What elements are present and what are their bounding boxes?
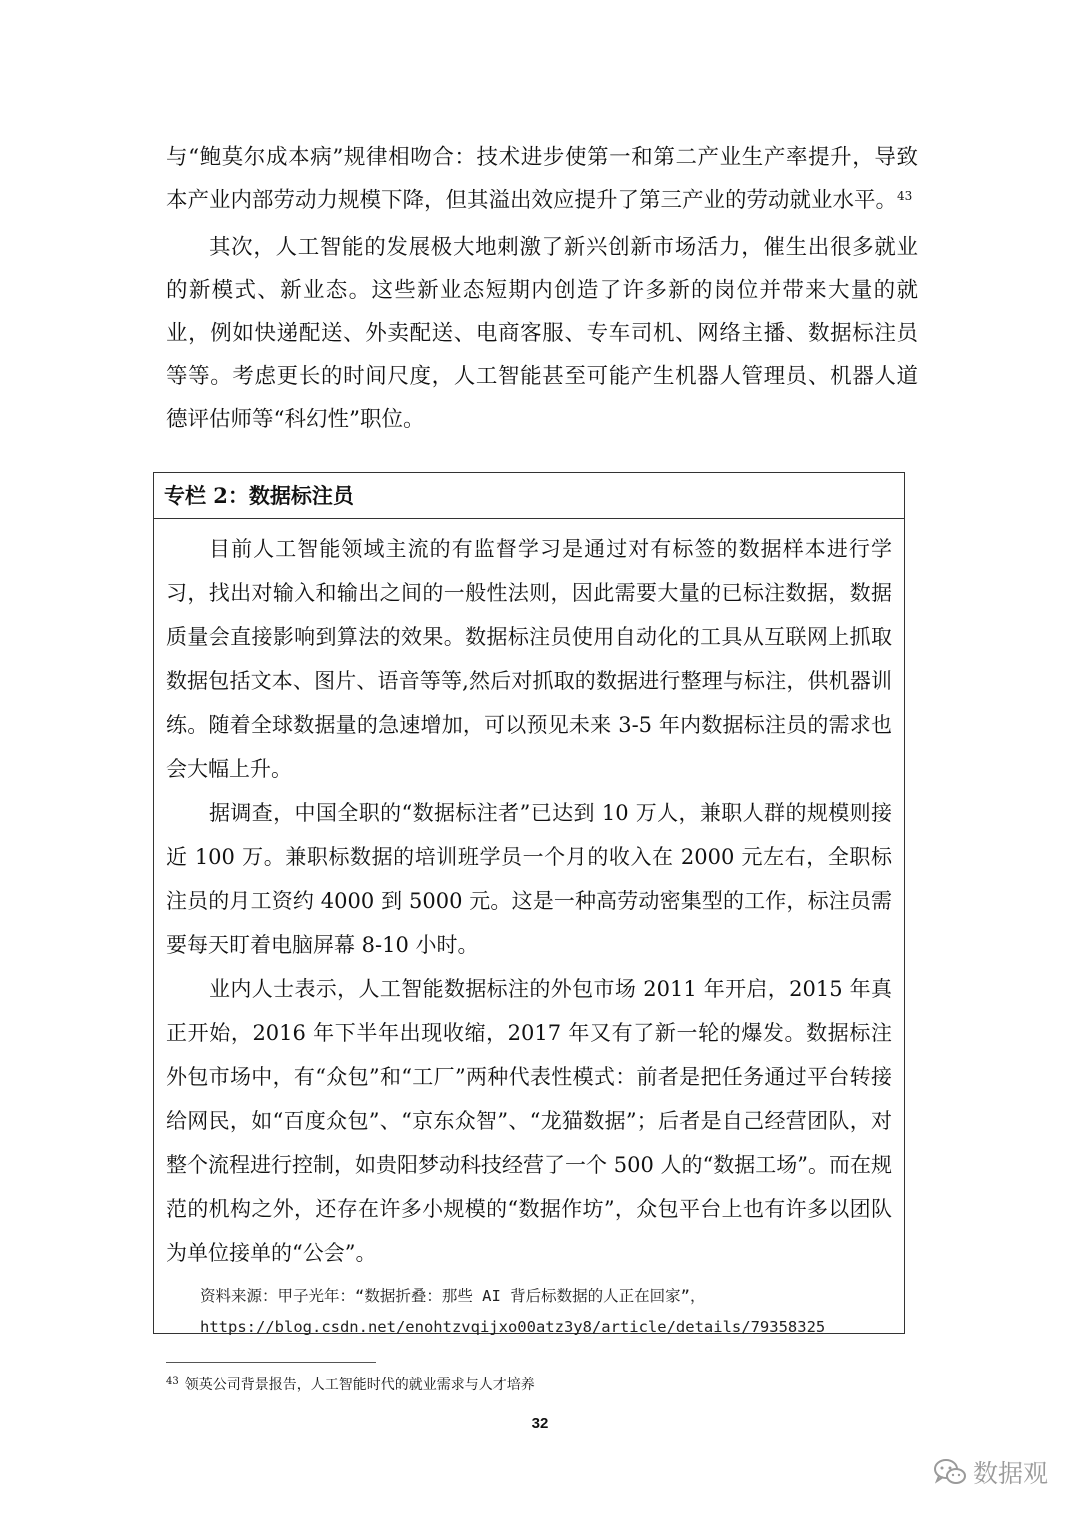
intro-paragraph-2: 其次，人工智能的发展极大地刺激了新兴创新市场活力，催生出很多就业的新模式、新业态。这些新业态短期内创造了许多新的岗位并带来大量的就业，例如快递配送、外卖配送、电商客服、专车司机、网络主播、数据标注员等等。考虑更长的时间尺度，人工智能甚至可能产生机器人管理员、机器人道德评估师等“科幻性”职位。	[166, 235, 918, 432]
watermark-text: 数据观	[972, 1460, 1048, 1488]
sidebar-source	[200, 1281, 890, 1343]
page-number: 32	[531, 1415, 549, 1432]
intro-paragraph-1	[166, 136, 918, 222]
sidebar-paragraph-3: 业内人士表示，人工智能数据标注的外包市场 2011 年开启，2015 年真正开始，2016 年下半年出现收缩，2017 年又有了新一轮的爆发。数据标注外包市场中，有“众包”和“工厂”两种代表性模式：前者是把任务通过平台转接给网民，如“百度众包”、“京东众智”、“龙猫数据”；后者是自己经营团队，对整个流程进行控制，如贵阳梦动科技经营了一个 500 人的“数据工场”。而在规范的机构之外，还存在许多小规模的“数据作坊”，众包平台上也有许多以团队为单位接单的“公会”。	[166, 977, 892, 1265]
sidebar-paragraph-2: 据调查，中国全职的“数据标注者”已达到 10 万人，兼职人群的规模则接近 100 万。兼职标数据的培训班学员一个月的收入在 2000 元左右，全职标注员的月工资约 4000 到 5000 元。这是一种高劳动密集型的工作，标注员需要每天盯着电脑屏幕 8-10 小时。	[166, 801, 892, 957]
source-url[interactable]: https://blog.csdn.net/enohtzvqijxo00atz3y8/article/details/79358325	[200, 1318, 826, 1336]
footnote-number: 43	[166, 1376, 179, 1387]
wechat-icon	[933, 1457, 967, 1487]
intro-text	[166, 136, 918, 441]
sidebar-title: 专栏 2：数据标注员	[154, 473, 904, 519]
source-line-1: 资料来源：甲子光年：“数据折叠：那些 AI 背后标数据的人正在回家”，	[200, 1287, 706, 1305]
footnote-text: 领英公司背景报告，人工智能时代的就业需求与人才培养	[184, 1377, 535, 1393]
sidebar-paragraph-1: 目前人工智能领域主流的有监督学习是通过对有标签的数据样本进行学习，找出对输入和输出之间的一般性法则，因此需要大量的已标注数据，数据质量会直接影响到算法的效果。数据标注员使用自动化的工具从互联网上抓取数据包括文本、图片、语音等等,然后对抓取的数据进行整理与标注，供机器训练。随着全球数据量的急速增加，可以预见未来 3-5 年内数据标注员的需求也会大幅上升。	[166, 537, 892, 781]
footnote-divider	[166, 1362, 376, 1363]
sidebar-body	[154, 519, 904, 1275]
footnote-ref[interactable]: 43	[897, 189, 913, 203]
watermark	[933, 1454, 1048, 1490]
footnote	[166, 1374, 535, 1396]
intro-paragraph-1-text: 与“鲍莫尔成本病”规律相吻合：技术进步使第一和第二产业生产率提升，导致本产业内部劳动力规模下降，但其溢出效应提升了第三产业的劳动就业水平。	[166, 145, 918, 213]
sidebar-box	[153, 472, 905, 1334]
